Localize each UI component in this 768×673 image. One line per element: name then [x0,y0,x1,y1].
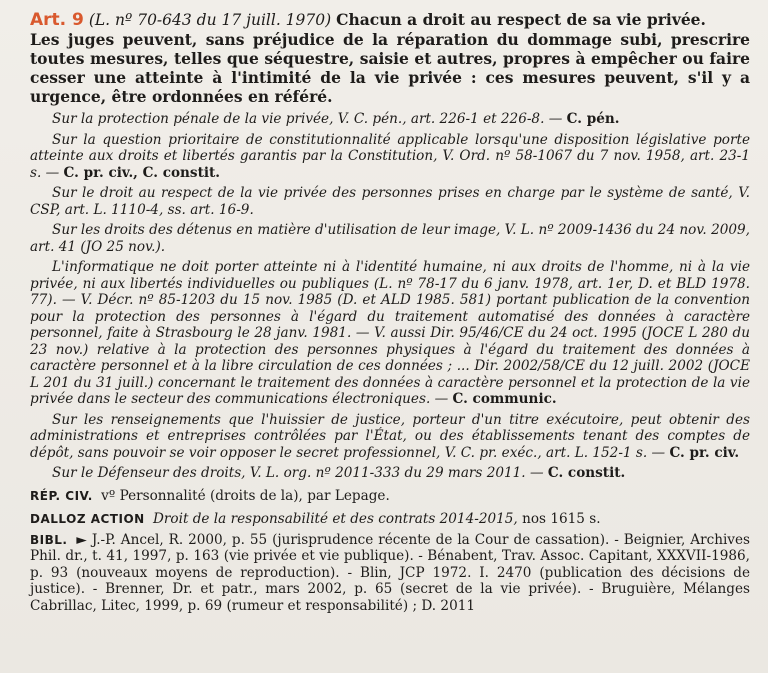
article-reference: (L. nº 70-643 du 17 juill. 1970) [88,11,332,29]
note-health [30,185,750,218]
code-reference: C. communic. [452,391,557,407]
article-text-continued: Les juges peuvent, sans préjudice de la réparation du dommage subi, prescrire toutes mesures, telles que séquestre, saisie et autres, propres à empêcher ou faire cesser une atteinte à l'intimité de la vie privée : ces mesures peuvent, s'il y a urgence, être ordonnées en référé. [30,30,750,106]
note-text: Sur les droits des détenus en matière d'utilisation de leur image, V. L. nº 2009-1436 du 24 nov. 2009, art. 41 (JO 25 nov.). [30,222,750,255]
note-penal [30,111,750,128]
bibl-arrow-icon: ► [76,531,87,548]
note-detainees [30,222,750,255]
rep-label: RÉP. CIV. [30,488,93,503]
dalloz-numbers: nos 1615 s. [522,510,601,527]
note-text: Sur la protection pénale de la vie privée, V. C. pén., art. 226-1 et 226-8. — [52,111,567,127]
dalloz-action-line [30,511,750,528]
note-text: Sur le droit au respect de la vie privée des personnes prises en charge par le système de santé, V. CSP, art. L. 1110-4, ss. art. 16-9. [30,185,750,218]
article-9 [30,10,750,107]
bibliography [30,532,750,615]
note-defender [30,465,750,482]
note-text: Sur le Défenseur des droits, V. L. org. nº 2011-333 du 29 mars 2011. — [52,465,548,481]
article-label: Art. 9 [30,10,84,30]
rep-civ-line [30,488,750,505]
bibl-text: J.-P. Ancel, R. 2000, p. 55 (jurisprudence récente de la Cour de cassation). - Beignier, Archives Phil. dr., t. 41, 1997, p. 163 (vie privée et vie publique). - Bénabent, Trav. Assoc. Capitant, XXXVII-1986, p. 93 (nouveaux moyens de reproduction). - Blin, JCP 1972. I. 2470 (publication des décisions de justice). - Brenner, Dr. et patr., mars 2002, p. 65 (secret de la vie privée). - Bruguière, Mélanges Cabrillac, Litec, 1999, p. 69 (rumeur et responsabilité) ; D. 2011 [30,531,750,614]
code-reference: C. pr. civ. [669,444,740,461]
note-qpc [30,132,750,182]
note-informatics [30,259,750,408]
dalloz-title: Droit de la responsabilité et des contrats 2014-2015, [153,510,518,527]
code-reference: C. constit. [547,465,626,481]
code-reference: C. pr. civ., C. constit. [63,164,221,181]
dalloz-label: DALLOZ ACTION [30,511,145,526]
code-reference: C. pén. [566,111,620,127]
note-text: Sur la question prioritaire de constitutionnalité applicable lorsqu'une disposition législative porte atteinte aux droits et libertés garantis par la Constitution, V. Ord. nº 58-1067 du 7 nov. 1958, art. 23-1 s. — [30,131,750,181]
rep-text: vº Personnalité (droits de la), par Lepage. [101,487,390,504]
article-text-first: Chacun a droit au respect de sa vie privée. [336,10,706,29]
note-text: Sur les renseignements que l'huissier de justice, porteur d'un titre exécutoire, peut obtenir des administrations et entreprises contrôlées par l'État, ou des établissements tenant des comptes de dépôt, sans pouvoir se voir opposer le secret professionnel, V. C. pr. exéc., art. L. 152-1 s. — [30,411,750,461]
note-bailiff [30,412,750,462]
note-text: L'informatique ne doit porter atteinte ni à l'identité humaine, ni aux droits de l'homme, ni à la vie privée, ni aux libertés individuelles ou publiques (L. nº 78-17 du 6 janv. 1978, art. 1er, D. et BLD 1978. 77). — V. Décr. nº 85-1203 du 15 nov. 1985 (D. et ALD 1985. 581) portant publication de la convention pour la protection des personnes à l'égard du traitement automatisé des données à caractère personnel, faite à Strasbourg le 28 janv. 1981. — V. aussi Dir. 95/46/CE du 24 oct. 1995 (JOCE L 280 du 23 nov.) relative à la protection des personnes physiques à l'égard du traitement des données à caractère personnel et à la libre circulation de ces données ; ... Dir. 2002/58/CE du 12 juill. 2002 (JOCE L 201 du 31 juill.) concernant le traitement des données à caractère personnel et la protection de la vie privée dans le secteur des communications électroniques. — [30,259,750,407]
bibl-label: BIBL. [30,532,68,547]
